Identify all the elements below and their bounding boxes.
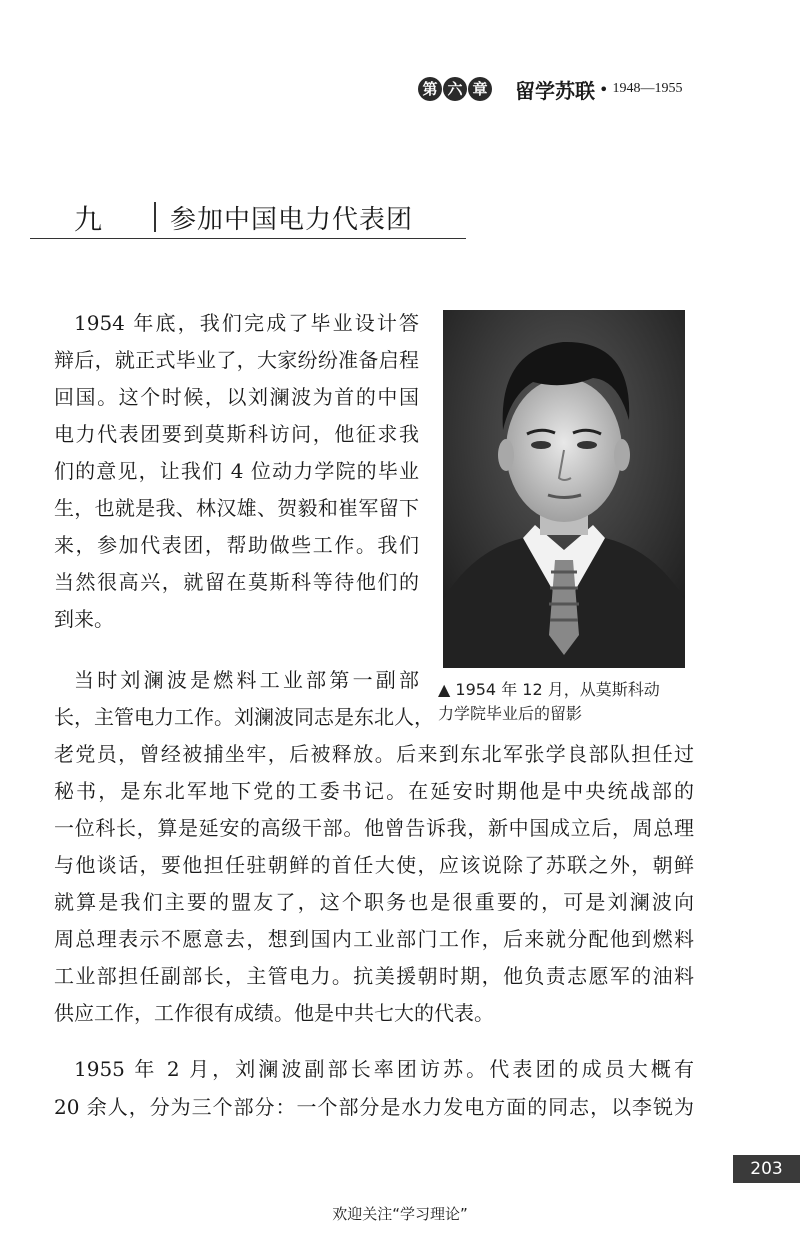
paragraph-line: 当然很高兴，就留在莫斯科等待他们的 xyxy=(54,570,419,594)
paragraph-line: 与他谈话，要他担任驻朝鲜的首任大使，应该说除了苏联之外，朝鲜 xyxy=(54,853,694,877)
caption-line: ▲ 1954 年 12 月，从莫斯科动 xyxy=(438,680,660,699)
paragraph-line: 辩后，就正式毕业了，大家纷纷准备启程 xyxy=(54,348,419,372)
paragraph-line: 20 余人，分为三个部分：一个部分是水力发电方面的同志，以李锐为 xyxy=(54,1095,694,1119)
paragraph-line: 供应工作，工作很有成绩。他是中共七大的代表。 xyxy=(54,1001,494,1025)
portrait-photo xyxy=(443,310,685,668)
paragraph-line: 回国。这个时候，以刘澜波为首的中国 xyxy=(54,385,419,409)
photo-caption xyxy=(438,678,698,726)
paragraph-line: 一位科长，算是延安的高级干部。他曾告诉我，新中国成立后，周总理 xyxy=(54,816,694,840)
paragraph-line: 当时刘澜波是燃料工业部第一副部 xyxy=(74,668,419,692)
chapter-char: 六 xyxy=(443,77,467,101)
paragraph-line: 生，也就是我、林汉雄、贺毅和崔军留下 xyxy=(54,496,419,520)
paragraph-line: 就算是我们主要的盟友了，这个职务也是很重要的，可是刘澜波向 xyxy=(54,890,694,914)
paragraph-line: 1955 年 2 月，刘澜波副部长率团访苏。代表团的成员大概有 xyxy=(74,1057,694,1081)
paragraph-line: 秘书，是东北军地下党的工委书记。在延安时期他是中央统战部的 xyxy=(54,779,694,803)
paragraph-line: 到来。 xyxy=(54,607,114,631)
part-title: 留学苏联 xyxy=(515,78,595,103)
paragraph-line: 们的意见，让我们 4 位动力学院的毕业 xyxy=(54,459,419,483)
paragraph-line: 来，参加代表团，帮助做些工作。我们 xyxy=(54,533,419,557)
section-title: 参加中国电力代表团 xyxy=(170,205,414,235)
section-heading xyxy=(30,196,466,239)
running-header xyxy=(418,72,682,106)
section-number: 九 xyxy=(74,203,103,236)
paragraph-line: 周总理表示不愿意去，想到国内工业部门工作，后来就分配他到燃料 xyxy=(54,927,694,951)
chapter-char: 第 xyxy=(418,77,442,101)
footer-note: 欢迎关注“学习理论” xyxy=(332,1205,468,1223)
header-dot: • xyxy=(599,79,609,99)
page-number: 203 xyxy=(733,1155,800,1183)
section-separator xyxy=(154,202,156,232)
paragraph-line: 1954 年底，我们完成了毕业设计答 xyxy=(74,311,419,335)
paragraph-line: 工业部担任副部长，主管电力。抗美援朝时期，他负责志愿军的油料 xyxy=(54,964,694,988)
paragraph-line: 老党员，曾经被捕坐牢，后被释放。后来到东北军张学良部队担任过 xyxy=(54,742,694,766)
chapter-badge xyxy=(418,77,493,101)
header-years: 1948—1955 xyxy=(612,81,683,96)
chapter-char: 章 xyxy=(468,77,492,101)
paragraph-line: 电力代表团要到莫斯科访问，他征求我 xyxy=(54,422,419,446)
caption-line: 力学院毕业后的留影 xyxy=(438,704,583,723)
paragraph-line: 长，主管电力工作。刘澜波同志是东北人， xyxy=(54,705,434,729)
portrait-illustration xyxy=(443,310,685,668)
